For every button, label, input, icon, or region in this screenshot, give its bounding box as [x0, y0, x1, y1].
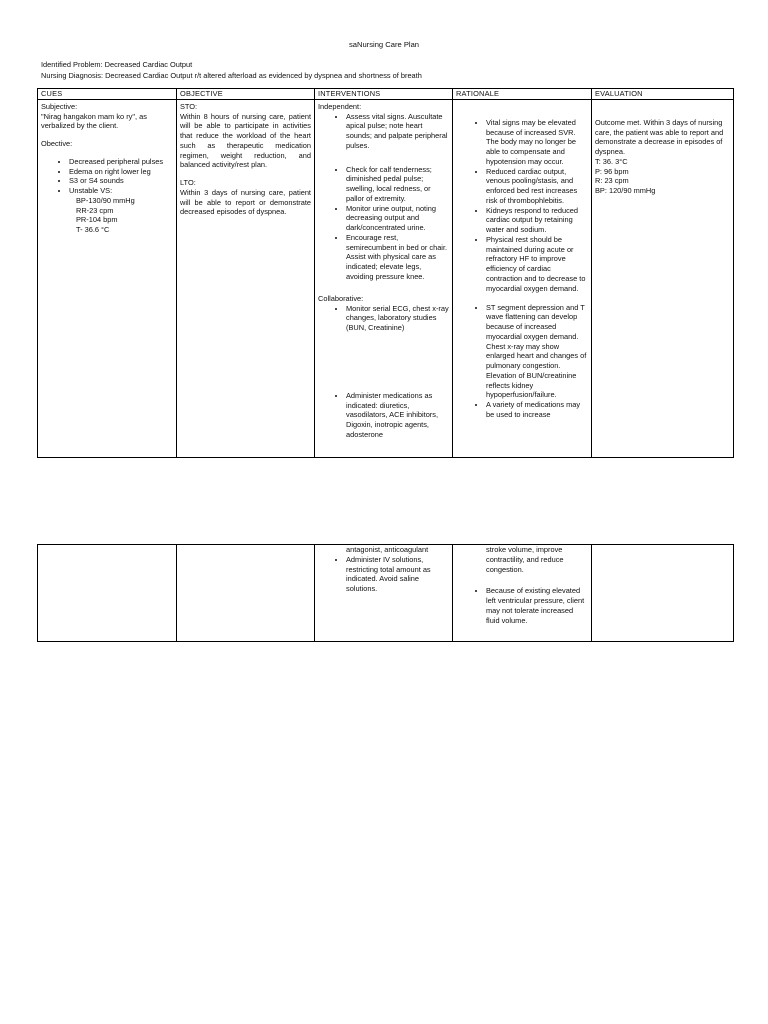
rationale-continued-list — [456, 586, 588, 625]
evaluation-cell-continued — [592, 545, 734, 642]
collaborative-label: Collaborative: — [318, 293, 364, 303]
lto-label: LTO: — [180, 178, 196, 188]
cues-cell — [38, 99, 177, 457]
rationale-cell-continued — [453, 545, 592, 642]
list-item: • A variety of medications may be used to increase — [486, 400, 588, 420]
evaluation-text: Outcome met. Within 3 days of nursing care, the patient was able to report and demonstrate a decrease in episodes of dyspnea. — [595, 117, 724, 157]
objective-label: Obective: — [41, 139, 73, 149]
list-item: • Unstable VS: — [69, 186, 173, 196]
interventions-cell-continued — [315, 545, 453, 642]
lto-text: Within 3 days of nursing care, patient will be able to report or demonstrate decreased episodes of dyspnea. — [180, 187, 311, 217]
interventions-continued-list — [318, 555, 449, 594]
eval-temp: T: 36. 3°C — [595, 156, 628, 166]
subjective-label: Subjective: — [41, 101, 78, 111]
sto-label: STO: — [180, 101, 198, 111]
vital-rr: RR-23 cpm — [76, 205, 114, 215]
list-item: • Monitor urine output, noting decreasing output and dark/concentrated urine. — [346, 204, 449, 233]
list-item: • Assess vital signs. Auscultate apical pulse; note heart sounds; and palpate peripheral pulses. — [346, 112, 449, 151]
rationale-continued-text: stroke volume, improve contractility, and reduce congestion. — [486, 545, 564, 574]
cues-cell-continued — [38, 545, 177, 642]
eval-resp: R: 23 cpm — [595, 176, 629, 186]
list-item: • Vital signs may be elevated because of increased SVR. The body may no longer be able to compensate and hypotension may occur. — [486, 118, 588, 167]
vital-pr: PR-104 bpm — [76, 215, 118, 225]
list-item: • Because of existing elevated left ventricular pressure, client may not tolerate increased fluid volume. — [486, 586, 588, 625]
list-item: • Edema on right lower leg — [69, 167, 173, 177]
list-item: • Reduced cardiac output, venous pooling/stasis, and enforced bed rest increases risk of thrombophlebitis. — [486, 167, 588, 206]
list-item: • Administer IV solutions, restricting total amount as indicated. Avoid saline solutions. — [346, 555, 449, 594]
eval-pulse: P: 96 bpm — [595, 166, 629, 176]
subjective-text: "Nirag hangakon mam ko ry", as verbalized by the client. — [41, 111, 147, 131]
eval-bp: BP: 120/90 mmHg — [595, 186, 656, 196]
list-item: • Encourage rest, semirecumbent in bed or chair. Assist with physical care as indicated; elevate legs, avoiding pressure knee. — [346, 233, 449, 282]
collaborative-list — [318, 304, 449, 440]
rationale-cell — [453, 99, 592, 457]
care-plan-table-continued — [37, 544, 734, 642]
header-objective: OBJECTIVE — [177, 89, 315, 100]
cues-vitals — [41, 196, 173, 235]
table-row — [38, 545, 734, 642]
list-item: • Physical rest should be maintained during acute or refractory HF to improve efficiency of cardiac contraction and to decrease to myocardial oxygen demand. — [486, 235, 588, 294]
identified-problem: Identified Problem: Decreased Cardiac Output — [41, 60, 193, 69]
care-plan-table — [37, 88, 734, 458]
header-cues: CUES — [38, 89, 177, 100]
list-item: • Monitor serial ECG, chest x-ray changes, laboratory studies (BUN, Creatinine) — [346, 304, 449, 333]
independent-label: Independent: — [318, 101, 362, 111]
vital-temp: T- 36.6 °C — [76, 225, 110, 235]
document-title: saNursing Care Plan — [348, 40, 420, 49]
vital-bp: BP-130/90 mmHg — [76, 195, 135, 205]
rationale-list — [456, 118, 588, 420]
list-item: • ST segment depression and T wave flattening can develop because of increased myocardial oxygen demand. Chest x-ray may show enlarged heart and changes of pulmonary congestion. Elevation of BUN/creatinine reflects kidney hypoperfusion/failure. — [486, 303, 588, 401]
list-item: • Decreased peripheral pulses — [69, 157, 173, 167]
sto-text: Within 8 hours of nursing care, patient will be able to participate in activities that reduce the workload of the heart such as therapeutic medication regimen, weight reduction, and balanced activity/rest plan. — [180, 111, 311, 170]
interventions-continued-text: antagonist, anticoagulant — [346, 545, 429, 554]
nursing-diagnosis: Nursing Diagnosis: Decreased Cardiac Output r/t altered afterload as evidenced by dyspnea and shortness of breath — [41, 70, 422, 80]
header-rationale: RATIONALE — [453, 89, 592, 100]
header-row — [38, 89, 734, 100]
list-item: • S3 or S4 sounds — [69, 176, 173, 186]
plan-meta — [41, 60, 422, 81]
list-item: • Administer medications as indicated: diuretics, vasodilators, ACE inhibitors, Digoxin, inotropic agents, adosterone — [346, 391, 449, 440]
interventions-cell — [315, 99, 453, 457]
list-item: • Check for calf tenderness; diminished pedal pulse; swelling, local redness, or pallor of extremity. — [346, 165, 449, 204]
list-item: • Kidneys respond to reduced cardiac output by retaining water and sodium. — [486, 206, 588, 235]
header-interventions: INTERVENTIONS — [315, 89, 453, 100]
objective-cell — [177, 99, 315, 457]
evaluation-cell — [592, 99, 734, 457]
cues-list — [41, 157, 173, 196]
header-evaluation: EVALUATION — [592, 89, 734, 100]
table-row — [38, 99, 734, 457]
independent-list — [318, 112, 449, 282]
objective-cell-continued — [177, 545, 315, 642]
